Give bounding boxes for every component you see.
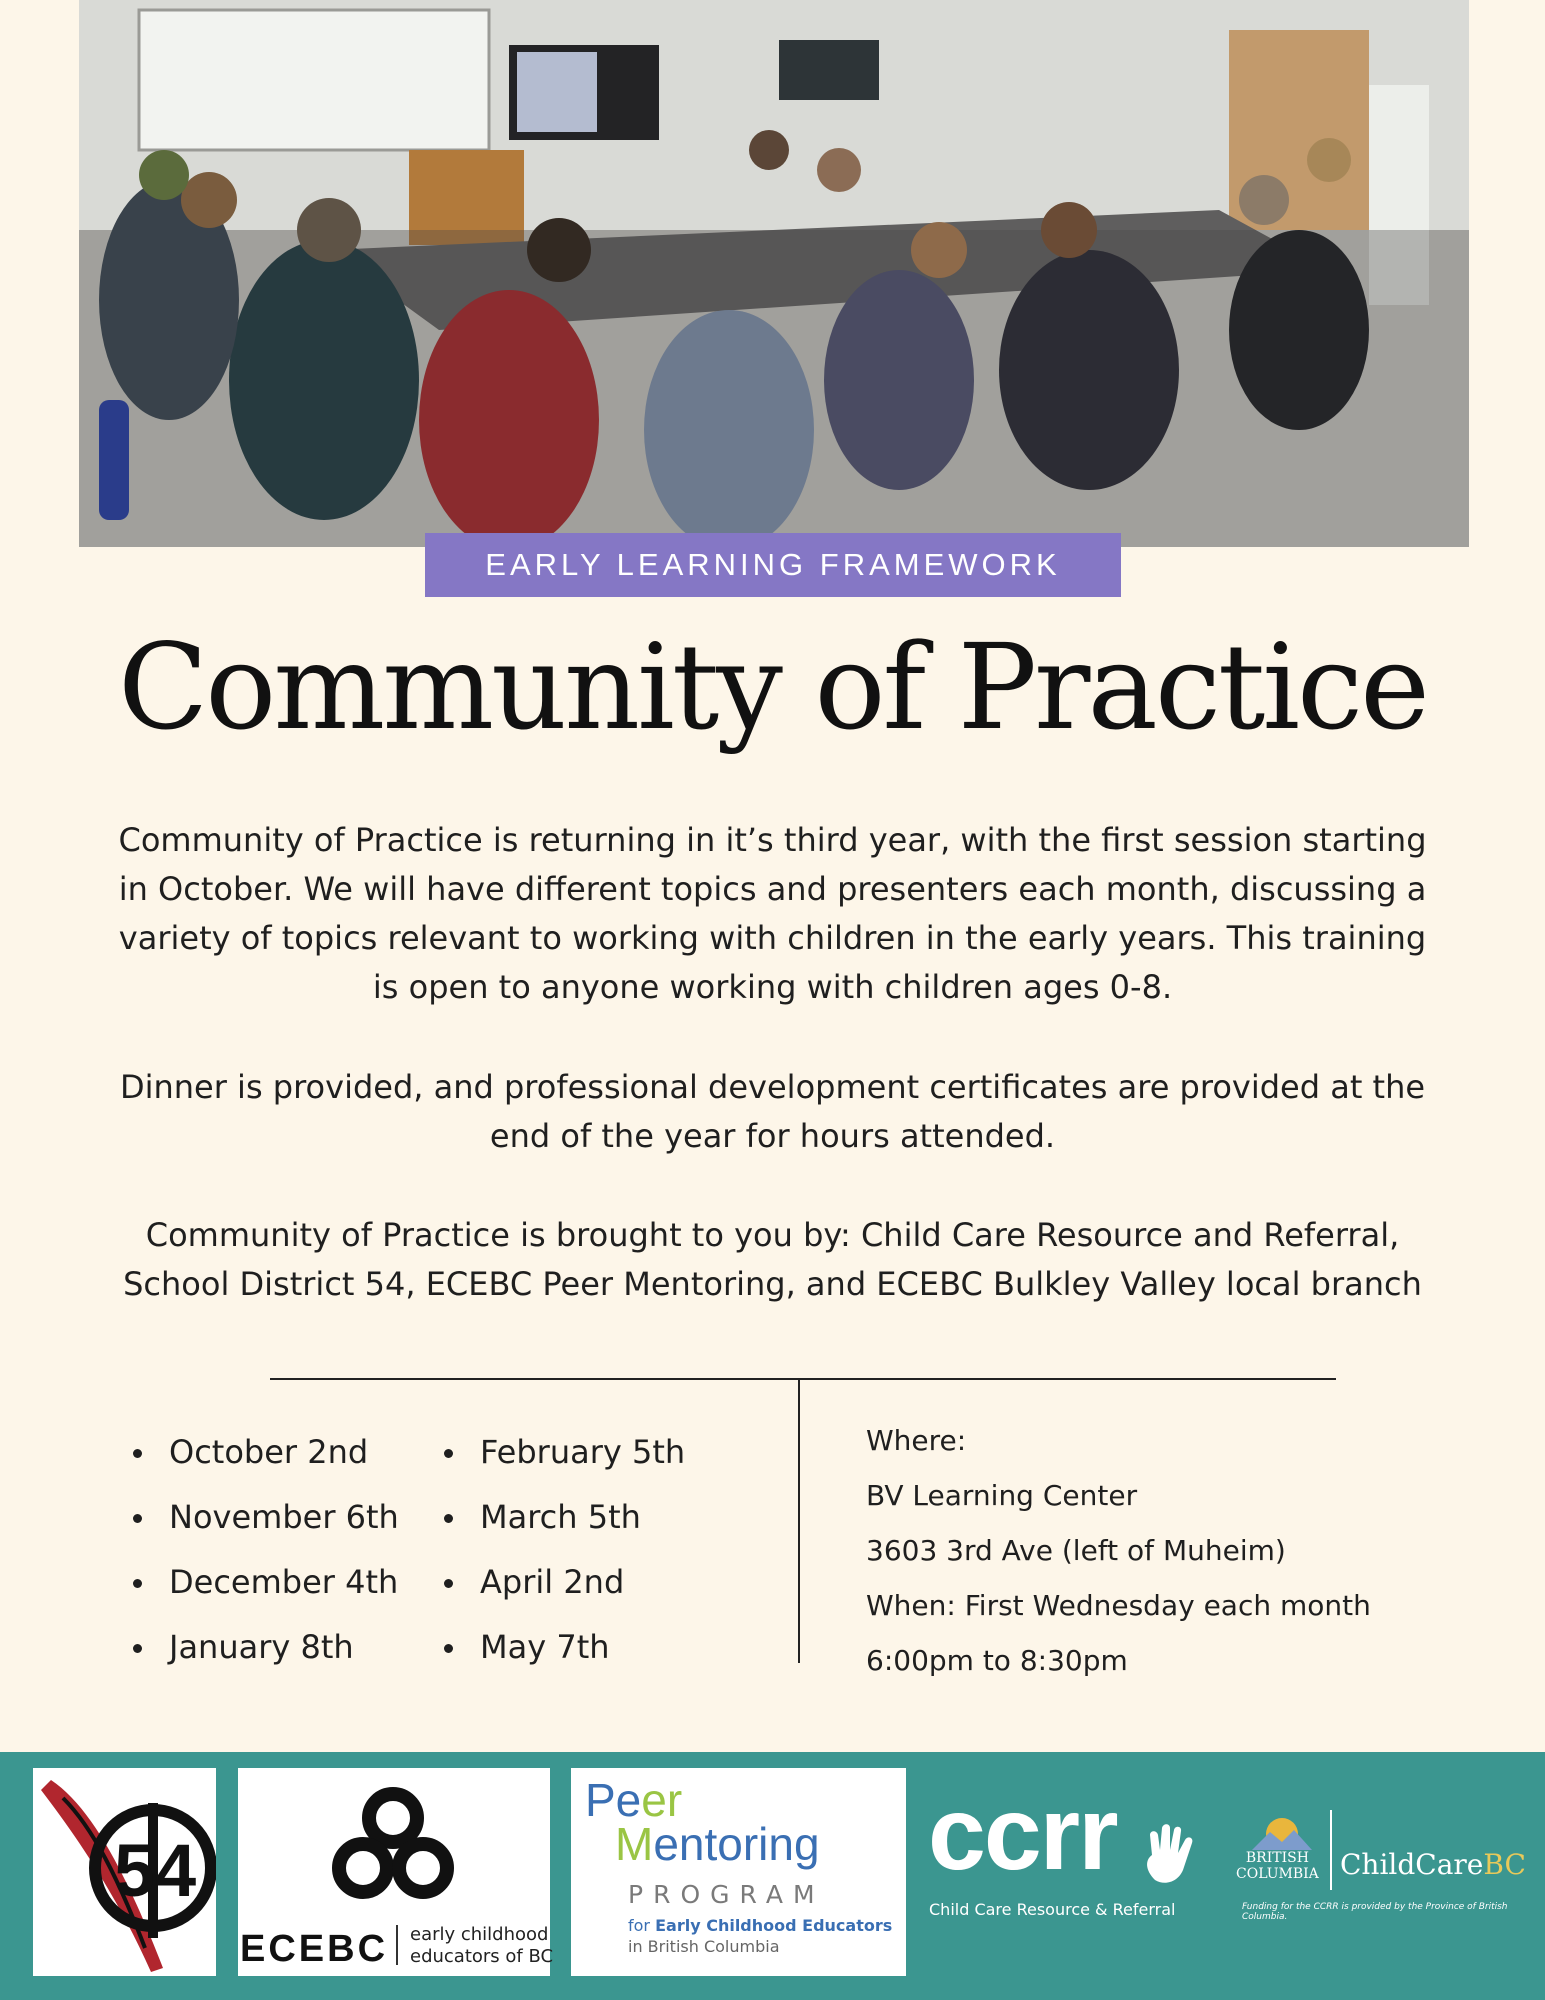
- peer-title-part: M: [615, 1818, 654, 1870]
- ecebc-subtitle-line-2: educators of BC: [410, 1946, 554, 1967]
- bc-separator: [1330, 1810, 1332, 1890]
- peer-title-part: er: [641, 1774, 683, 1826]
- funding-note: Funding for the CCRR is provided by the Province of British Columbia.: [1242, 1902, 1508, 1922]
- peer-mentoring-title: [585, 1774, 820, 1870]
- feather-icon: [33, 1768, 216, 1976]
- session-date: December 4th: [131, 1550, 399, 1615]
- when-text: When: First Wednesday each month: [866, 1589, 1371, 1622]
- bc-line-1: BRITISH: [1245, 1850, 1309, 1866]
- session-date: January 8th: [131, 1615, 399, 1680]
- classroom-photo-illustration: [79, 0, 1469, 547]
- ecebc-subtitle: [410, 1924, 553, 1968]
- session-date: March 5th: [442, 1485, 685, 1550]
- peer-for-text: [628, 1915, 892, 1957]
- peer-title-part: Pe: [585, 1774, 642, 1826]
- framework-tag: EARLY LEARNING FRAMEWORK: [425, 533, 1121, 597]
- childcarebc-part-b: BC: [1483, 1848, 1526, 1881]
- bc-line-2: COLUMBIA: [1236, 1866, 1319, 1882]
- sun-mountain-icon: [1252, 1810, 1312, 1850]
- childcarebc-wordmark: [1340, 1848, 1526, 1881]
- ccrr-wordmark: ccrr: [928, 1776, 1117, 1892]
- where-label: Where:: [866, 1424, 967, 1457]
- peer-for-prefix: for: [628, 1916, 650, 1935]
- bc-wordmark: [1236, 1850, 1319, 1882]
- peer-program-label: PROGRAM: [628, 1880, 825, 1909]
- dinner-paragraph: Dinner is provided, and professional development certificates are provided at the end of the year for hours attended.: [119, 1068, 1426, 1155]
- session-dates-column-2: [442, 1420, 685, 1680]
- session-date: October 2nd: [131, 1420, 399, 1485]
- session-date: April 2nd: [442, 1550, 685, 1615]
- peer-bc-text: in British Columbia: [628, 1937, 780, 1956]
- sd54-logo: [33, 1768, 216, 1976]
- ccrr-subtitle: Child Care Resource & Referral: [929, 1900, 1176, 1919]
- page-title: Community of Practice: [118, 618, 1427, 756]
- session-date: February 5th: [442, 1420, 685, 1485]
- ecebc-subtitle-line-1: early childhood: [410, 1924, 549, 1945]
- ecebc-wordmark: ECEBC: [240, 1928, 389, 1970]
- session-date: May 7th: [442, 1615, 685, 1680]
- header-photo: [79, 0, 1469, 547]
- vertical-divider: [798, 1380, 800, 1663]
- childcarebc-part-a: ChildCare: [1340, 1848, 1484, 1881]
- horizontal-divider: [270, 1378, 1336, 1380]
- hand-icon: [1140, 1820, 1200, 1890]
- ecebc-separator: [396, 1925, 398, 1965]
- intro-paragraph: Community of Practice is returning in it’s third year, with the first session starting in October. We will have different topics and presenters each month, discussing a variety of topics relevant to working with children in the early years. This training is open to anyone working with children ages 0-8.: [118, 821, 1427, 1006]
- peer-for-bold: Early Childhood Educators: [655, 1916, 893, 1935]
- event-info: [866, 1413, 1371, 1688]
- venue-address: 3603 3rd Ave (left of Muheim): [866, 1534, 1286, 1567]
- session-dates-column-1: [131, 1420, 399, 1680]
- sd54-number: 54: [113, 1829, 197, 1912]
- venue-name: BV Learning Center: [866, 1479, 1138, 1512]
- session-date: November 6th: [131, 1485, 399, 1550]
- sponsors-paragraph: Community of Practice is brought to you by: Child Care Resource and Referral, School District 54, ECEBC Peer Mentoring, and ECEBC Bulkley Valley local branch: [123, 1216, 1422, 1303]
- peer-title-part: entoring: [653, 1818, 820, 1870]
- time-text: 6:00pm to 8:30pm: [866, 1644, 1128, 1677]
